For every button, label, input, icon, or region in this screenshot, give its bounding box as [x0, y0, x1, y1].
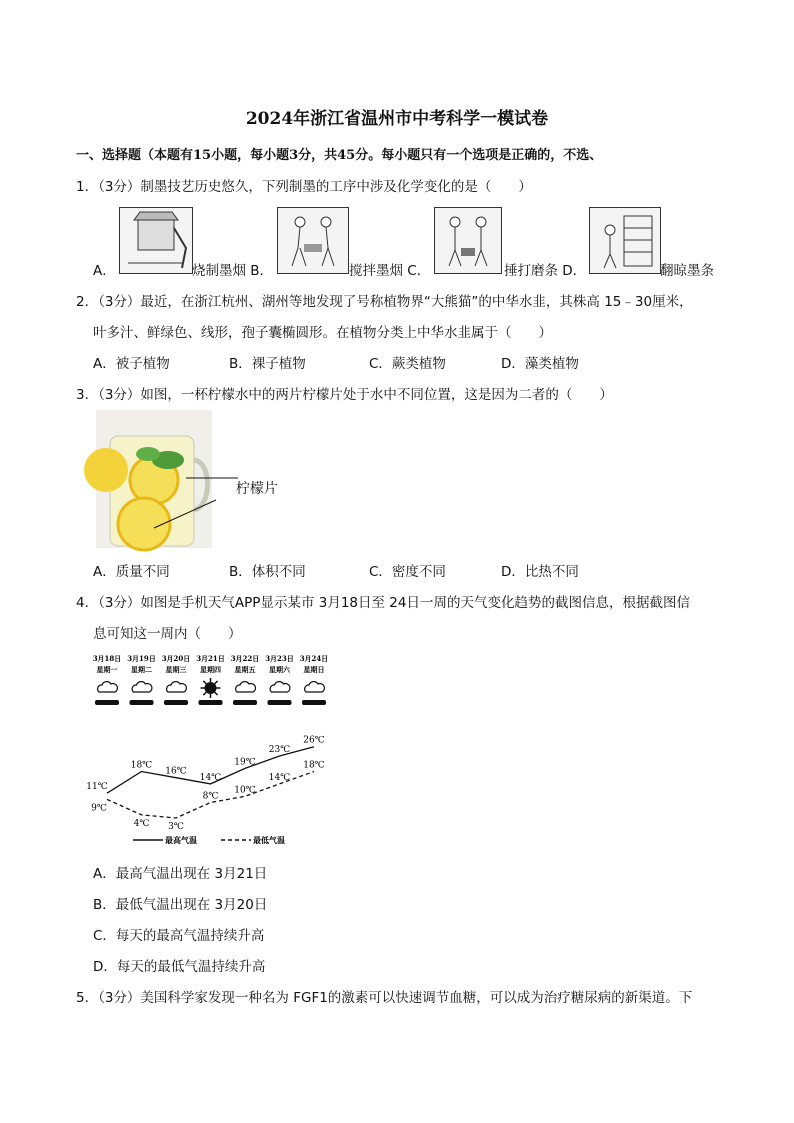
q1-figure-a	[119, 207, 193, 274]
q3-option-a: A．质量不同	[93, 564, 170, 580]
cloud-icon	[305, 682, 325, 692]
q4-option-c: C．每天的最高气温持续升高	[93, 928, 265, 944]
stirring-illustration	[278, 208, 348, 273]
weekday-label: 星期一	[96, 665, 118, 674]
q4-option-d: D．每天的最低气温持续升高	[93, 959, 266, 975]
weekday-label: 星期五	[234, 665, 256, 674]
q1-figure-d	[589, 207, 661, 274]
legend-low-label: 最低气温	[253, 835, 285, 845]
high-temp-label: 11℃	[86, 782, 108, 793]
date-label: 3月18日	[92, 654, 122, 663]
q2-option-c: C．蕨类植物	[369, 356, 446, 372]
low-temp-label: 3℃	[168, 822, 184, 832]
q3-option-b: B．体积不同	[229, 564, 306, 580]
legend-high-label: 最高气温	[165, 835, 197, 845]
q4-option-a: A．最高气温出现在 3月21日	[93, 866, 268, 882]
sun-icon	[205, 682, 217, 694]
date-label: 3月22日	[230, 654, 260, 663]
q2-option-d: D．藻类植物	[501, 356, 579, 372]
question-2-stem-line2: 叶多汁、鲜绿色、线形，孢子囊椭圆形。在植物分类上中华水韭属于（ ）	[93, 325, 552, 341]
date-label: 3月20日	[161, 654, 191, 663]
question-4-stem-line2: 息可知这一周内（ ）	[93, 626, 242, 642]
low-temp-label: 18℃	[303, 760, 325, 771]
weekday-label: 星期二	[131, 665, 152, 674]
low-temp-label: 14℃	[268, 772, 291, 783]
high-temp-label: 14℃	[199, 772, 222, 783]
weather-bar	[302, 700, 326, 705]
cloud-icon	[132, 682, 152, 692]
q3-option-d: D．比热不同	[501, 564, 579, 580]
date-label: 3月19日	[127, 654, 156, 663]
question-4-stem-line1: 4．（3分）如图是手机天气APP显示某市 3月18日至 24日一周的天气变化趋势的截图信息，根据截图信	[76, 595, 690, 611]
question-2-stem-line1: 2．（3分）最近，在浙江杭州、湖州等地发现了号称植物界“大熊猫”的中华水韭，其株高 15﹣30厘米，	[76, 294, 693, 310]
cloud-icon	[236, 682, 256, 692]
q2-option-b: B．裸子植物	[229, 356, 306, 372]
section-heading: 一、选择题（本题有15小题，每小题3分，共45分。每小题只有一个选项是正确的，不选、	[76, 148, 603, 163]
ink-smoke-illustration	[120, 208, 192, 273]
lemon-slice-label: 柠檬片	[236, 481, 278, 497]
low-temp-label: 4℃	[133, 818, 150, 829]
high-temp-label: 16℃	[165, 766, 187, 777]
date-label: 3月23日	[265, 654, 294, 663]
q1-figure-c	[434, 207, 502, 274]
date-label: 3月24日	[299, 654, 329, 663]
q4-option-b: B．最低气温出现在 3月20日	[93, 897, 268, 913]
high-temp-label: 23℃	[268, 745, 291, 755]
cloud-icon	[167, 682, 187, 692]
cloud-icon	[98, 682, 118, 692]
weather-bar	[95, 700, 119, 705]
weather-bar	[199, 700, 223, 705]
low-temp-label: 10℃	[234, 785, 256, 796]
drying-rack-illustration	[590, 208, 660, 273]
sun-ray	[215, 692, 218, 695]
question-3-stem: 3．（3分）如图，一杯柠檬水中的两片柠檬片处于水中不同位置，这是因为二者的（ ）	[76, 387, 613, 403]
weather-bar	[130, 700, 154, 705]
cloud-icon	[270, 682, 290, 692]
weather-bar	[233, 700, 257, 705]
q2-option-a: A．被子植物	[93, 356, 170, 372]
sun-ray	[203, 681, 206, 684]
weekday-label: 星期六	[269, 665, 290, 674]
high-temp-label: 19℃	[234, 757, 256, 768]
question-1-stem: 1．（3分）制墨技艺历史悠久，下列制墨的工序中涉及化学变化的是（ ）	[76, 179, 532, 195]
weekday-label: 星期四	[200, 665, 221, 674]
q3-option-c: C．密度不同	[369, 564, 446, 580]
q1-figure-b	[277, 207, 349, 274]
page-title: 2024年浙江省温州市中考科学一模试卷	[245, 109, 549, 129]
sun-ray	[215, 681, 218, 684]
low-temp-label: 8℃	[202, 791, 219, 802]
weekday-label: 星期三	[165, 665, 187, 674]
q1-option-d-text: 翻晾墨条	[660, 263, 714, 279]
hammering-illustration	[435, 208, 501, 273]
weather-bar	[164, 700, 188, 705]
weekday-label: 星期日	[303, 665, 325, 674]
sun-ray	[203, 692, 206, 695]
q1-option-b-label: 烧制墨烟 B．	[192, 263, 274, 279]
weather-trend-chart	[86, 650, 338, 850]
q1-option-d-label: 捶打磨条 D．	[504, 263, 587, 279]
high-temp-label: 26℃	[303, 735, 325, 746]
lemon-label-leader-lines	[150, 470, 240, 540]
q1-option-a-label: A．	[93, 263, 116, 279]
q1-option-c-label: 搅拌墨烟 C．	[349, 263, 431, 279]
question-5-stem: 5．（3分）美国科学家发现一种名为 FGF1的激素可以快速调节血糖，可以成为治疗糖尿病的新渠道。下	[76, 990, 693, 1006]
low-temp-label: 9℃	[91, 803, 107, 814]
weather-bar	[268, 700, 292, 705]
date-label: 3月21日	[196, 654, 225, 663]
high-temp-label: 18℃	[130, 760, 153, 771]
